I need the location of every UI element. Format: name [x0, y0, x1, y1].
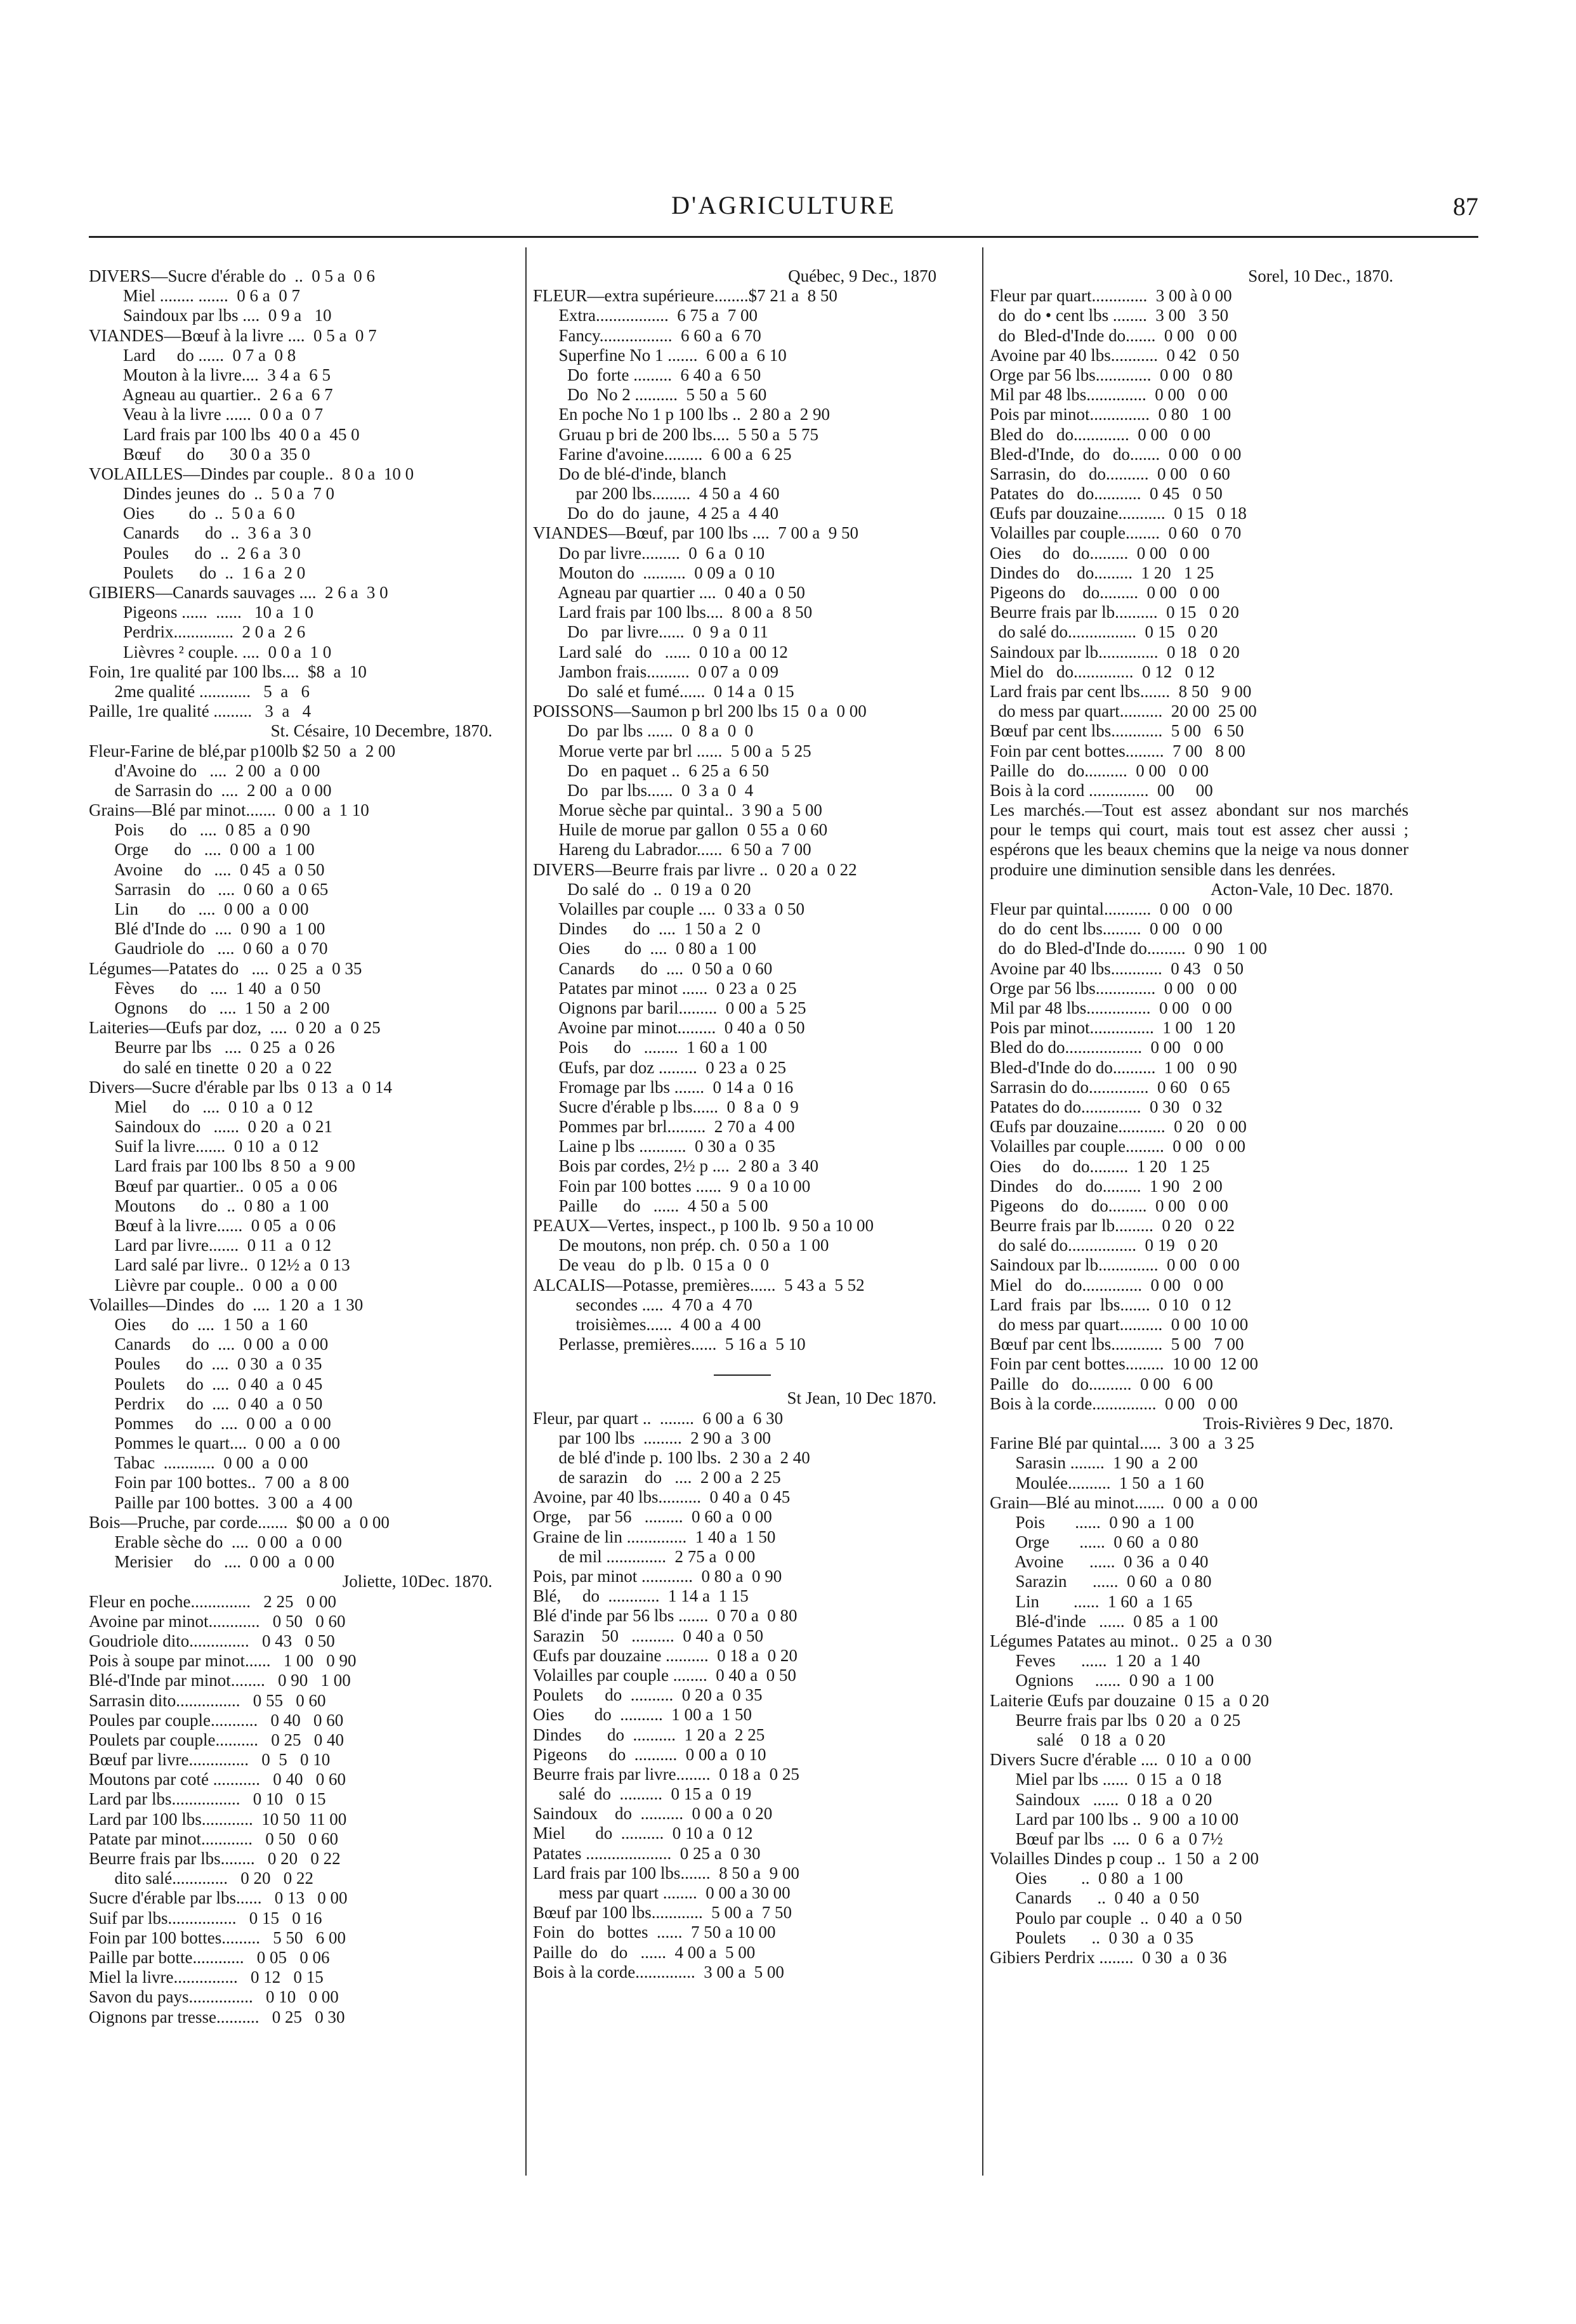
price-row: Perdrix.............. 2 0 a 2 6 — [89, 622, 306, 642]
price-row: DIVERS—Beurre frais par livre .. 0 20 a 0 22 — [533, 859, 857, 879]
price-row: Bled-d'Inde do do.......... 1 00 0 90 — [990, 1057, 1237, 1077]
price-row: Perdrix do .... 0 40 a 0 50 — [89, 1394, 323, 1413]
section-heading: St. Césaire, 10 Decembre, 1870. — [270, 721, 492, 741]
price-row: Lin do .... 0 00 a 0 00 — [89, 899, 309, 918]
price-row: Oignons par tresse.......... 0 25 0 30 — [89, 2007, 345, 2027]
price-row: Oies do do......... 0 00 0 00 — [990, 543, 1210, 563]
price-row: Canards do .. 3 6 a 3 0 — [89, 523, 312, 543]
price-row: Extra................. 6 75 a 7 00 — [533, 306, 758, 325]
price-row: Pigeons do do......... 0 00 0 00 — [990, 583, 1220, 602]
price-row: de Sarrasin do .... 2 00 a 0 00 — [89, 780, 332, 800]
price-row: secondes ..... 4 70 a 4 70 — [533, 1295, 752, 1314]
section-heading: Acton-Vale, 10 Dec. 1870. — [1211, 879, 1393, 899]
price-row: Bœuf par lbs .... 0 6 a 0 7½ — [990, 1829, 1223, 1848]
price-row: Avoine, par 40 lbs.......... 0 40 a 0 45 — [533, 1487, 791, 1507]
price-row: Sucre d'érable par lbs...... 0 13 0 00 — [89, 1888, 348, 1908]
price-row: Beurre frais par lb.......... 0 15 0 20 — [990, 603, 1239, 622]
price-row: VIANDES—Bœuf à la livre .... 0 5 a 0 7 — [89, 325, 377, 345]
price-row: do mess par quart.......... 20 00 25 00 — [990, 702, 1257, 721]
price-row: Lard frais par cent lbs....... 8 50 9 00 — [990, 681, 1252, 701]
price-row: Do salé et fumé...... 0 14 a 0 15 — [533, 681, 794, 701]
price-row: de blé d'inde p. 100 lbs. 2 30 a 2 40 — [533, 1447, 810, 1467]
price-row: Volailles par couple........ 0 60 0 70 — [990, 523, 1242, 543]
price-row: Bois à la cord .............. 00 00 — [990, 780, 1213, 800]
price-row: Pois do ........ 1 60 a 1 00 — [533, 1038, 768, 1057]
price-row: Moulée.......... 1 50 a 1 60 — [990, 1473, 1204, 1492]
price-row: de sarazin do .... 2 00 a 2 25 — [533, 1468, 781, 1487]
price-row: DIVERS—Sucre d'érable do .. 0 5 a 0 6 — [89, 266, 376, 285]
price-row: Saindoux par lb.............. 0 18 0 20 — [990, 642, 1240, 662]
price-row: Pois, par minot ............ 0 80 a 0 90 — [533, 1567, 782, 1586]
price-row: Dindes jeunes do .. 5 0 a 7 0 — [89, 484, 334, 504]
price-row: Oignons par baril......... 0 00 a 5 25 — [533, 998, 806, 1017]
price-row: VOLAILLES—Dindes par couple.. 8 0 a 10 0 — [89, 464, 414, 483]
running-title: D'AGRICULTURE — [671, 191, 896, 219]
price-row: dito salé............. 0 20 0 22 — [89, 1869, 313, 1888]
price-row: Beurre frais par lb......... 0 20 0 22 — [990, 1216, 1235, 1236]
price-row: Saindoux ...... 0 18 a 0 20 — [990, 1789, 1212, 1809]
price-row: salé 0 18 a 0 20 — [990, 1730, 1166, 1749]
price-row: Poules par couple........... 0 40 0 60 — [89, 1710, 344, 1730]
price-row: Avoine ...... 0 36 a 0 40 — [990, 1552, 1209, 1572]
price-row: Poules do .... 0 30 a 0 35 — [89, 1354, 322, 1374]
column-middle — [533, 266, 952, 1982]
price-row: Lard par livre....... 0 11 a 0 12 — [89, 1236, 332, 1255]
price-row: Foin par cent bottes......... 10 00 12 00 — [990, 1354, 1258, 1374]
price-row: d'Avoine do .... 2 00 a 0 00 — [89, 761, 320, 780]
price-row: Œufs par douzaine........... 0 15 0 18 — [990, 504, 1247, 523]
price-row: Dindes do .......... 1 20 a 2 25 — [533, 1725, 765, 1744]
price-row: Pigeons do .......... 0 00 a 0 10 — [533, 1744, 766, 1764]
price-row: Farine Blé par quintal..... 3 00 a 3 25 — [990, 1433, 1254, 1453]
header-rule — [89, 236, 1478, 238]
section-heading: St Jean, 10 Dec 1870. — [787, 1388, 936, 1408]
price-row: Orge do .... 0 00 a 1 00 — [89, 840, 315, 859]
price-row: Patates .................... 0 25 a 0 30 — [533, 1843, 761, 1863]
price-row: ALCALIS—Potasse, premières...... 5 43 a 5 52 — [533, 1275, 865, 1295]
price-row: Poulets do .. 1 6 a 2 0 — [89, 563, 306, 582]
price-row: Oies do do......... 1 20 1 25 — [990, 1156, 1210, 1176]
price-row: Veau à la livre ...... 0 0 a 0 7 — [89, 405, 324, 424]
price-row: Fromage par lbs ....... 0 14 a 0 16 — [533, 1077, 794, 1097]
price-row: Bois—Pruche, par corde....... $0 00 a 0 00 — [89, 1512, 390, 1532]
price-row: Miel ........ ....... 0 6 a 0 7 — [89, 286, 300, 306]
price-row: Lard frais par 100 lbs....... 8 50 a 9 00 — [533, 1863, 799, 1883]
price-row: de mil .............. 2 75 a 0 00 — [533, 1546, 756, 1566]
price-row: Miel do do.............. 0 00 0 00 — [990, 1275, 1224, 1295]
price-row: Canards do .... 0 00 a 0 00 — [89, 1335, 329, 1354]
price-row: Oies do .. 5 0 a 6 0 — [89, 504, 295, 523]
price-row: Lard salé par livre.. 0 12½ a 0 13 — [89, 1255, 350, 1275]
price-row: Lard frais par 100 lbs 40 0 a 45 0 — [89, 424, 360, 444]
price-row: Superfine No 1 ....... 6 00 a 6 10 — [533, 345, 787, 365]
price-row: Pois ...... 0 90 a 1 00 — [990, 1512, 1194, 1532]
price-row: Saindoux par lbs .... 0 9 a 10 — [89, 306, 332, 325]
price-row: Paille par 100 bottes. 3 00 a 4 00 — [89, 1492, 353, 1512]
price-row: Paille do do.......... 0 00 6 00 — [990, 1374, 1213, 1394]
price-row: GIBIERS—Canards sauvages .... 2 6 a 3 0 — [89, 583, 388, 602]
price-row: Bœuf par livre.............. 0 5 0 10 — [89, 1750, 331, 1770]
price-row: Foin par 100 bottes.. 7 00 a 8 00 — [89, 1473, 350, 1492]
price-row: Erable sèche do .... 0 00 a 0 00 — [89, 1532, 342, 1551]
price-row: do do • cent lbs ........ 3 00 3 50 — [990, 306, 1229, 325]
price-row: Foin par 100 bottes......... 5 50 6 00 — [89, 1928, 346, 1947]
price-row: Divers Sucre d'érable .... 0 10 a 0 00 — [990, 1750, 1252, 1770]
price-row: Blé d'Inde do .... 0 90 a 1 00 — [89, 919, 325, 939]
price-row: Orge par 56 lbs.............. 0 00 0 00 — [990, 978, 1237, 998]
price-row: Mil par 48 lbs............... 0 00 0 00 — [990, 998, 1232, 1017]
price-row: Fèves do .... 1 40 a 0 50 — [89, 978, 321, 998]
price-row: do salé en tinette 0 20 a 0 22 — [89, 1057, 332, 1077]
price-row: Agneau par quartier .... 0 40 a 0 50 — [533, 583, 805, 602]
price-row: Œufs par douzaine .......... 0 18 a 0 20 — [533, 1645, 798, 1665]
price-row: do do Bled-d'Inde do......... 0 90 1 00 — [990, 939, 1267, 958]
price-row: Jambon frais.......... 0 07 a 0 09 — [533, 662, 778, 681]
price-row: Fleur-Farine de blé,par p100lb $2 50 a 2 00 — [89, 741, 396, 761]
price-row: do salé do................ 0 19 0 20 — [990, 1236, 1218, 1255]
price-row: Ognions ...... 0 90 a 1 00 — [990, 1671, 1214, 1690]
column-left — [89, 266, 508, 2027]
price-row: Bled do do.................. 0 00 0 00 — [990, 1038, 1224, 1057]
price-row: Do par livre...... 0 9 a 0 11 — [533, 622, 768, 642]
price-row: Pigeons ...... ...... 10 a 1 0 — [89, 603, 313, 622]
price-row: Avoine par 40 lbs............ 0 43 0 50 — [990, 958, 1244, 978]
price-row: troisièmes...... 4 00 a 4 00 — [533, 1314, 761, 1334]
price-row: Grain—Blé au minot....... 0 00 a 0 00 — [990, 1492, 1258, 1512]
price-row: Ognons do .... 1 50 a 2 00 — [89, 998, 330, 1017]
price-row: Bois à la corde.............. 3 00 a 5 00 — [533, 1962, 784, 1981]
column-divider-right — [982, 247, 983, 2176]
price-row: Saindoux do ...... 0 20 a 0 21 — [89, 1117, 332, 1137]
price-row: Saindoux par lb.............. 0 00 0 00 — [990, 1255, 1240, 1275]
price-row: Bois à la corde............... 0 00 0 00 — [990, 1394, 1238, 1413]
price-row: Foin par cent bottes......... 7 00 8 00 — [990, 741, 1245, 761]
price-row: Patate par minot............ 0 50 0 60 — [89, 1829, 338, 1848]
price-row: salé do .......... 0 15 a 0 19 — [533, 1784, 752, 1804]
price-row: Sarrasin, do do.......... 0 00 0 60 — [990, 464, 1230, 483]
price-row: Fleur par quart............. 3 00 à 0 00 — [990, 286, 1232, 306]
price-row: Pois par minot............... 1 00 1 20 — [990, 1018, 1236, 1038]
price-row: Moutons par coté ........... 0 40 0 60 — [89, 1770, 346, 1789]
price-row: Miel la livre............... 0 12 0 15 — [89, 1968, 324, 1987]
price-row: Paille par botte............ 0 05 0 06 — [89, 1947, 330, 1967]
price-row: do do cent lbs......... 0 00 0 00 — [990, 919, 1223, 939]
price-row: do salé do................ 0 15 0 20 — [990, 622, 1218, 642]
price-row: Bœuf par cent lbs............ 5 00 7 00 — [990, 1335, 1244, 1354]
price-row: 2me qualité ............ 5 a 6 — [89, 681, 310, 701]
price-row: Poulo par couple .. 0 40 a 0 50 — [990, 1908, 1242, 1928]
price-row: Do de blé-d'inde, blanch — [533, 464, 726, 483]
market-note: Les marchés.—Tout est assez abondant sur nos marchés pour le temps qui court, mais tout est assez cher aussi ; espérons que les beaux chemins que la neige va nous donner produire une diminution sensible dans les denrées. — [990, 800, 1409, 879]
price-row: Bœuf do 30 0 a 35 0 — [89, 444, 310, 464]
price-row: Gibiers Perdrix ........ 0 30 a 0 36 — [990, 1948, 1227, 1967]
price-row: Sarazin 50 .......... 0 40 a 0 50 — [533, 1626, 763, 1645]
price-row: Volailles par couple .... 0 33 a 0 50 — [533, 899, 804, 918]
price-row: De moutons, non prép. ch. 0 50 a 1 00 — [533, 1236, 829, 1255]
price-row: Œufs par douzaine........... 0 20 0 00 — [990, 1117, 1247, 1137]
price-row: Poules do .. 2 6 a 3 0 — [89, 543, 301, 563]
price-row: Miel par lbs ...... 0 15 a 0 18 — [990, 1770, 1222, 1789]
price-row: Foin, 1re qualité par 100 lbs.... $8 a 10 — [89, 662, 367, 681]
price-row: Dindes do .... 1 50 a 2 0 — [533, 919, 761, 939]
price-row: Beurre frais par lbs 0 20 a 0 25 — [990, 1710, 1241, 1730]
price-row: Avoine par 40 lbs........... 0 42 0 50 — [990, 345, 1240, 365]
price-row: Orge par 56 lbs............. 0 00 0 80 — [990, 365, 1233, 384]
section-heading: Joliette, 10Dec. 1870. — [342, 1572, 492, 1591]
price-row: Poulets .. 0 30 a 0 35 — [990, 1928, 1193, 1947]
price-row: Lard par lbs................ 0 10 0 15 — [89, 1789, 326, 1809]
price-row: Perlasse, premières...... 5 16 a 5 10 — [533, 1335, 806, 1354]
price-row: Oies do .... 0 80 a 1 00 — [533, 939, 756, 958]
price-row: Morue sèche par quintal.. 3 90 a 5 00 — [533, 800, 822, 820]
price-row: Gaudriole do .... 0 60 a 0 70 — [89, 939, 328, 958]
price-row: Lard do ...... 0 7 a 0 8 — [89, 345, 296, 365]
price-row: Œufs, par doz ......... 0 23 a 0 25 — [533, 1057, 786, 1077]
price-row: Poulets par couple.......... 0 25 0 40 — [89, 1730, 344, 1749]
price-row: Huile de morue par gallon 0 55 a 0 60 — [533, 820, 828, 840]
price-row: Pommes par brl......... 2 70 a 4 00 — [533, 1117, 795, 1137]
column-divider-left — [525, 247, 527, 2176]
price-row: Do par lbs ...... 0 8 a 0 0 — [533, 721, 754, 741]
price-row: Laiteries—Œufs par doz, .... 0 20 a 0 25 — [89, 1018, 381, 1038]
price-row: Paille do ...... 4 50 a 5 00 — [533, 1196, 768, 1215]
price-row: Dindes do do......... 1 20 1 25 — [990, 563, 1214, 582]
price-row: Bœuf à la livre...... 0 05 a 0 06 — [89, 1216, 336, 1235]
price-row: Légumes Patates au minot.. 0 25 a 0 30 — [990, 1631, 1272, 1650]
price-row: Do do do jaune, 4 25 a 4 40 — [533, 504, 778, 523]
price-row: Do No 2 .......... 5 50 a 5 60 — [533, 385, 767, 405]
price-row: Patates par minot ...... 0 23 a 0 25 — [533, 978, 797, 998]
price-row: Patates do do........... 0 45 0 50 — [990, 484, 1223, 504]
price-row: Volailles par couple ........ 0 40 a 0 50 — [533, 1665, 796, 1685]
price-row: Fleur en poche.............. 2 25 0 00 — [89, 1591, 336, 1611]
price-row: FLEUR—extra supérieure........$7 21 a 8 50 — [533, 286, 837, 306]
price-row: Canards .. 0 40 a 0 50 — [990, 1888, 1199, 1908]
price-row: do Bled-d'Inde do....... 0 00 0 00 — [990, 325, 1237, 345]
price-row: Goudriole dito.............. 0 43 0 50 — [89, 1631, 335, 1650]
price-row: Foin do bottes ...... 7 50 a 10 00 — [533, 1923, 776, 1942]
price-row: Sarrasin dito............... 0 55 0 60 — [89, 1690, 326, 1710]
price-row: do mess par quart.......... 0 00 10 00 — [990, 1315, 1249, 1334]
price-row: Lard frais par 100 lbs.... 8 00 a 8 50 — [533, 603, 813, 622]
price-row: Laiterie Œufs par douzaine 0 15 a 0 20 — [990, 1690, 1270, 1710]
price-row: Bœuf par 100 lbs............ 5 00 a 7 50 — [533, 1903, 792, 1923]
price-row: En poche No 1 p 100 lbs .. 2 80 a 2 90 — [533, 405, 830, 424]
price-row: Blé-d'inde ...... 0 85 a 1 00 — [990, 1611, 1218, 1631]
price-row: Bœuf par quartier.. 0 05 a 0 06 — [89, 1176, 338, 1196]
price-row: Lard frais par lbs....... 0 10 0 12 — [990, 1295, 1231, 1314]
price-row: Do en paquet .. 6 25 a 6 50 — [533, 761, 769, 780]
price-row: Suif la livre....... 0 10 a 0 12 — [89, 1137, 319, 1156]
price-row: POISSONS—Saumon p brl 200 lbs 15 0 a 0 00 — [533, 702, 867, 721]
price-row: Canards do .... 0 50 a 0 60 — [533, 958, 773, 978]
price-row: Beurre par lbs .... 0 25 a 0 26 — [89, 1038, 335, 1057]
price-row: Pois par minot.............. 0 80 1 00 — [990, 405, 1231, 424]
price-row: Fleur, par quart .. ........ 6 00 a 6 30 — [533, 1408, 784, 1428]
price-row: Lard salé do ...... 0 10 a 00 12 — [533, 642, 788, 662]
price-row: Blé-d'Inde par minot........ 0 90 1 00 — [89, 1671, 351, 1690]
price-row: Do forte ......... 6 40 a 6 50 — [533, 365, 761, 384]
price-row: Beurre frais par livre........ 0 18 a 0 25 — [533, 1764, 799, 1784]
price-row: Poulets do .... 0 40 a 0 45 — [89, 1374, 323, 1394]
price-row: Pois à soupe par minot...... 1 00 0 90 — [89, 1651, 357, 1671]
price-row: Beurre frais par lbs........ 0 20 0 22 — [89, 1849, 341, 1868]
section-heading: Québec, 9 Dec., 1870 — [788, 266, 936, 285]
price-row: Fancy................. 6 60 a 6 70 — [533, 325, 761, 345]
price-row: Mil par 48 lbs.............. 0 00 0 00 — [990, 385, 1228, 405]
price-row: Do salé do .. 0 19 a 0 20 — [533, 879, 751, 899]
price-row: Savon du pays............... 0 10 0 00 — [89, 1987, 339, 2007]
price-row: Avoine par minot......... 0 40 a 0 50 — [533, 1018, 805, 1038]
price-row: Oies .. 0 80 a 1 00 — [990, 1869, 1183, 1888]
price-row: Lièvre par couple.. 0 00 a 0 00 — [89, 1275, 338, 1295]
price-row: Morue verte par brl ...... 5 00 a 5 25 — [533, 741, 811, 761]
price-row: Sarazin ...... 0 60 a 0 80 — [990, 1572, 1212, 1591]
price-row: Do par livre......... 0 6 a 0 10 — [533, 543, 765, 563]
price-row: Avoine par minot............ 0 50 0 60 — [89, 1611, 346, 1631]
price-row: Paille do do ...... 4 00 a 5 00 — [533, 1942, 756, 1962]
price-row: Légumes—Patates do .... 0 25 a 0 35 — [89, 958, 362, 978]
price-row: Foin par 100 bottes ...... 9 0 a 10 00 — [533, 1176, 811, 1196]
price-row: Sarrasin do .... 0 60 a 0 65 — [89, 879, 329, 899]
price-row: Divers—Sucre d'érable par lbs 0 13 a 0 14 — [89, 1077, 392, 1097]
price-row: Fleur par quintal........... 0 00 0 00 — [990, 899, 1233, 919]
section-heading: Sorel, 10 Dec., 1870. — [1248, 266, 1393, 285]
price-row: Orge, par 56 ......... 0 60 a 0 00 — [533, 1507, 772, 1527]
price-row: Orge ...... 0 60 a 0 80 — [990, 1532, 1198, 1552]
price-row: Paille, 1re qualité ......... 3 a 4 — [89, 702, 312, 721]
price-row: Patates do do.............. 0 30 0 32 — [990, 1097, 1223, 1116]
price-row: Poulets do .......... 0 20 a 0 35 — [533, 1685, 763, 1705]
price-row: Lard par 100 lbs .. 9 00 a 10 00 — [990, 1809, 1239, 1829]
price-row: Oies do .... 1 50 a 1 60 — [89, 1314, 308, 1334]
price-row: par 200 lbs......... 4 50 a 4 60 — [533, 484, 780, 504]
price-row: Volailles—Dindes do .... 1 20 a 1 30 — [89, 1295, 364, 1314]
column-right — [990, 266, 1409, 1968]
price-row: Pigeons do do......... 0 00 0 00 — [990, 1196, 1228, 1215]
price-row: Miel do .... 0 10 a 0 12 — [89, 1097, 313, 1116]
price-row: Gruau p bri de 200 lbs.... 5 50 a 5 75 — [533, 424, 818, 444]
price-row: Blé d'inde par 56 lbs ....... 0 70 a 0 80 — [533, 1606, 798, 1626]
price-row: Agneau au quartier.. 2 6 a 6 7 — [89, 385, 333, 405]
price-row: Sarrasin do do.............. 0 60 0 65 — [990, 1077, 1230, 1097]
price-row: Pommes do .... 0 00 a 0 00 — [89, 1413, 331, 1433]
price-row: mess par quart ........ 0 00 a 30 00 — [533, 1883, 791, 1902]
price-row: Lièvres ² couple. .... 0 0 a 1 0 — [89, 642, 332, 662]
price-row: Moutons do .. 0 80 a 1 00 — [89, 1196, 329, 1215]
price-row: Dindes do do......... 1 90 2 00 — [990, 1176, 1223, 1196]
price-row: Pois do .... 0 85 a 0 90 — [89, 820, 310, 840]
price-row: PEAUX—Vertes, inspect., p 100 lb. 9 50 a 10 00 — [533, 1216, 874, 1235]
price-row: Lard par 100 lbs............ 10 50 11 00 — [89, 1809, 347, 1829]
price-row: Grains—Blé par minot....... 0 00 a 1 10 — [89, 800, 369, 820]
price-row: Sucre d'érable p lbs...... 0 8 a 0 9 — [533, 1097, 799, 1116]
price-row: Lin ...... 1 60 a 1 65 — [990, 1591, 1193, 1611]
price-row: Avoine do .... 0 45 a 0 50 — [89, 859, 325, 879]
price-row: Bois par cordes, 2½ p .... 2 80 a 3 40 — [533, 1156, 818, 1176]
price-row: Lard frais par 100 lbs 8 50 a 9 00 — [89, 1156, 355, 1176]
price-row: Bœuf par cent lbs............ 5 00 6 50 — [990, 721, 1244, 741]
price-row: par 100 lbs ......... 2 90 a 3 00 — [533, 1428, 771, 1447]
price-row: Volailles par couple......... 0 00 0 00 — [990, 1137, 1245, 1156]
price-row: Pommes le quart.... 0 00 a 0 00 — [89, 1433, 340, 1453]
price-row: Feves ...... 1 20 a 1 40 — [990, 1651, 1200, 1671]
price-row: Mouton à la livre.... 3 4 a 6 5 — [89, 365, 331, 384]
price-row: Hareng du Labrador...... 6 50 a 7 00 — [533, 840, 811, 859]
section-heading: Trois-Rivières 9 Dec, 1870. — [1203, 1413, 1393, 1433]
price-row: Oies do .......... 1 00 a 1 50 — [533, 1705, 752, 1725]
price-row: Laine p lbs ........... 0 30 a 0 35 — [533, 1137, 775, 1156]
price-row: Merisier do .... 0 00 a 0 00 — [89, 1552, 334, 1572]
page-number: 87 — [1453, 192, 1478, 221]
price-row: Miel do do.............. 0 12 0 12 — [990, 662, 1215, 681]
price-row: Tabac ............ 0 00 a 0 00 — [89, 1453, 308, 1473]
price-row: Do par lbs...... 0 3 a 0 4 — [533, 780, 754, 800]
price-row: Saindoux do .......... 0 00 a 0 20 — [533, 1804, 773, 1824]
price-row: Graine de lin .............. 1 40 a 1 50 — [533, 1527, 776, 1546]
price-row: Volailles Dindes p coup .. 1 50 a 2 00 — [990, 1849, 1259, 1869]
price-row: Miel do .......... 0 10 a 0 12 — [533, 1824, 753, 1843]
price-row: Blé, do ............ 1 14 a 1 15 — [533, 1586, 749, 1606]
price-row: Farine d'avoine......... 6 00 a 6 25 — [533, 444, 792, 464]
section-divider — [714, 1374, 771, 1376]
price-row: Suif par lbs................ 0 15 0 16 — [89, 1908, 322, 1928]
price-row: VIANDES—Bœuf, par 100 lbs .... 7 00 a 9 50 — [533, 523, 858, 543]
page-header — [89, 190, 1478, 228]
price-row: Mouton do .......... 0 09 a 0 10 — [533, 563, 775, 582]
price-row: Bled do do............. 0 00 0 00 — [990, 424, 1211, 444]
price-row: Sarasin ........ 1 90 a 2 00 — [990, 1453, 1198, 1473]
price-row: De veau do p lb. 0 15 a 0 0 — [533, 1255, 769, 1275]
price-row: Bled-d'Inde, do do....... 0 00 0 00 — [990, 444, 1242, 464]
price-row: Paille do do.......... 0 00 0 00 — [990, 761, 1209, 780]
